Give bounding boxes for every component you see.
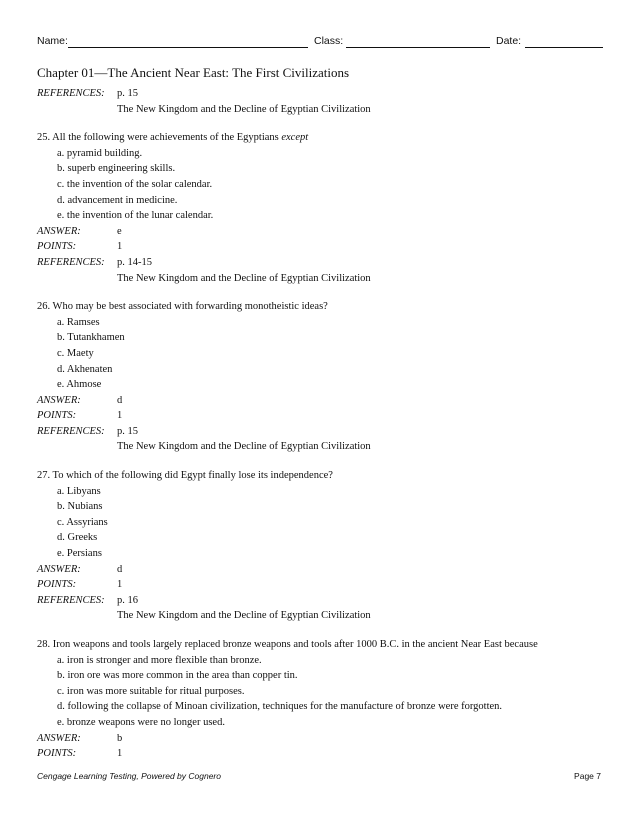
reference-page: p. 15 [117, 88, 138, 99]
question-list [37, 86, 603, 762]
intro-reference [37, 86, 603, 117]
answer-options [37, 484, 603, 562]
answer-label: ANSWER: [37, 225, 81, 237]
stem-emphasis: except [281, 132, 309, 144]
option: e. the invention of the lunar calendar. [57, 210, 214, 222]
question-25 [37, 130, 603, 286]
option: c. Maety [57, 347, 94, 359]
option: c. Assyrians [57, 516, 108, 528]
option: a. iron is stronger and more flexible than bronze. [57, 654, 262, 666]
chapter-title: Chapter 01—The Ancient Near East: The First Civilizations [37, 65, 350, 80]
answer-label: ANSWER: [37, 563, 81, 575]
date-blank [525, 47, 603, 48]
question-stem: 27. To which of the following did Egypt finally lose its independence? [37, 470, 333, 482]
option: b. iron ore was more common in the area than copper tin. [57, 670, 298, 682]
reference-topic: The New Kingdom and the Decline of Egyptian Civilization [117, 441, 371, 453]
option: c. the invention of the solar calendar. [57, 178, 213, 190]
points-label: POINTS: [37, 748, 77, 760]
student-info-header [37, 35, 603, 51]
option: e. bronze weapons were no longer used. [57, 716, 225, 728]
class-blank [346, 47, 490, 48]
option: d. following the collapse of Minoan civilization, techniques for the manufacture of bronze were forgotten. [57, 701, 503, 713]
points-value: 1 [117, 748, 123, 760]
option: b. Nubians [57, 501, 103, 513]
question-stem: 26. Who may be best associated with forwarding monotheistic ideas? [37, 301, 328, 313]
option: a. pyramid building. [57, 147, 143, 159]
answer-label: ANSWER: [37, 732, 81, 744]
page-footer [37, 771, 601, 785]
reference-topic: The New Kingdom and the Decline of Egyptian Civilization [117, 610, 371, 622]
question-stem: 28. Iron weapons and tools largely replaced bronze weapons and tools after 1000 B.C. in the ancient Near East because [37, 639, 538, 650]
answer-value: d [117, 563, 123, 575]
points-label: POINTS: [37, 579, 77, 591]
option: a. Ramses [57, 316, 100, 328]
answer-options [37, 653, 603, 731]
option: e. Persians [57, 548, 102, 560]
points-label: POINTS: [37, 410, 77, 422]
option: b. superb engineering skills. [57, 163, 176, 175]
option: d. Greeks [57, 532, 98, 544]
date-label: Date: [496, 35, 522, 47]
answer-value: e [117, 225, 122, 237]
points-value: 1 [117, 410, 123, 422]
reference-topic: The New Kingdom and the Decline of Egyptian Civilization [117, 103, 371, 115]
answer-options [37, 146, 603, 224]
reference-page: p. 15 [117, 425, 138, 437]
reference-page: p. 16 [117, 594, 138, 606]
question-27 [37, 468, 603, 624]
answer-options [37, 315, 603, 393]
option: b. Tutankhamen [57, 332, 125, 344]
class-label: Class: [314, 35, 344, 47]
option: d. advancement in medicine. [57, 194, 178, 206]
references-label: REFERENCES: [37, 256, 105, 268]
references-label: REFERENCES: [37, 594, 105, 606]
name-blank [68, 47, 308, 48]
reference-topic: The New Kingdom and the Decline of Egyptian Civilization [117, 272, 371, 284]
name-label: Name: [37, 35, 68, 47]
points-value: 1 [117, 241, 123, 253]
question-stem: 25. All the following were achievements of the Egyptians except [37, 132, 309, 144]
option: c. iron was more suitable for ritual purposes. [57, 685, 245, 697]
page-number: Page 7 [574, 771, 601, 781]
points-value: 1 [117, 579, 123, 591]
answer-value: b [117, 732, 123, 744]
references-label: REFERENCES: [37, 425, 105, 437]
footer-credit: Cengage Learning Testing, Powered by Cognero [37, 771, 221, 781]
answer-label: ANSWER: [37, 394, 81, 406]
option: a. Libyans [57, 485, 101, 497]
question-26 [37, 299, 603, 455]
reference-page: p. 14-15 [117, 256, 152, 268]
option: e. Ahmose [57, 379, 102, 391]
points-label: POINTS: [37, 241, 77, 253]
answer-value: d [117, 394, 123, 406]
option: d. Akhenaten [57, 363, 113, 375]
question-28 [37, 637, 603, 762]
references-label: REFERENCES: [37, 88, 105, 99]
